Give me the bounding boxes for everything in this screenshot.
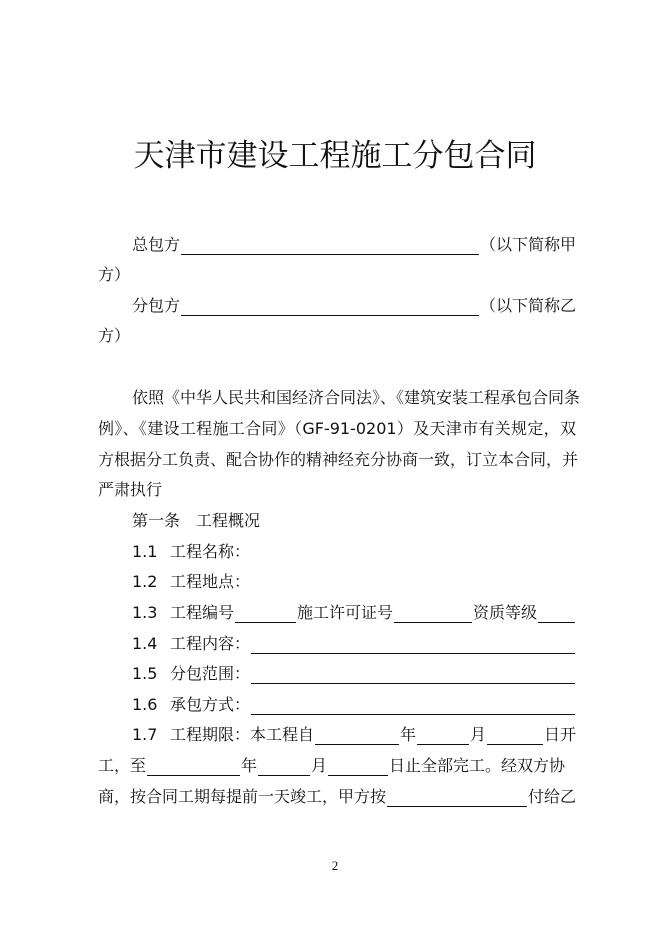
subcontractor-label: 分包方: [132, 296, 181, 315]
project-content-blank[interactable]: [251, 632, 575, 654]
end-year-blank[interactable]: [147, 754, 240, 776]
permit-number-blank[interactable]: [394, 601, 472, 623]
permit-number-label: 施工许可证号: [297, 603, 394, 622]
general-contractor-blank[interactable]: [181, 233, 479, 255]
item-1-4: [98, 628, 576, 659]
project-content-label: 工程内容：: [170, 634, 251, 653]
project-period-label: 工程期限：本工程自: [170, 725, 315, 744]
end-month-blank[interactable]: [258, 754, 310, 776]
general-contractor-label: 总包方: [132, 235, 181, 254]
year-label: 年: [241, 756, 258, 775]
month-label: 月: [470, 725, 487, 744]
subcontractor-wrap: 方）: [98, 326, 131, 345]
completion-text: 日止全部完工。经双方协: [389, 756, 566, 775]
item-1-6: [98, 689, 576, 720]
completion-prefix: 工，至: [98, 756, 147, 775]
document-title: 天津市建设工程施工分包合同: [133, 138, 537, 174]
start-year-blank[interactable]: [315, 723, 399, 745]
subcontract-scope-label: 分包范围：: [170, 664, 251, 683]
qualification-grade-label: 资质等级: [473, 603, 538, 622]
project-code-label: 工程编号: [170, 603, 235, 622]
item-1-7-line-3: [98, 781, 576, 812]
preamble-line-2: 例》、《建设工程施工合同》（GF-91-0201）及天津市有关规定，双: [98, 419, 576, 438]
start-day-label: 日开: [543, 725, 576, 744]
subcontract-scope-blank[interactable]: [251, 662, 575, 684]
subcontractor-blank[interactable]: [181, 294, 479, 316]
general-contractor-suffix: （以下简称甲: [479, 235, 576, 254]
item-1-1: [98, 536, 576, 567]
preamble-line-1: 依照《中华人民共和国经济合同法》、《建筑安装工程承包合同条: [132, 388, 581, 407]
item-1-3: [98, 597, 576, 628]
page-number: 2: [331, 858, 339, 873]
item-1-5: [98, 658, 576, 689]
qualification-grade-blank[interactable]: [538, 601, 575, 623]
item-number: 1.1: [132, 542, 158, 561]
item-number: 1.7: [132, 725, 158, 744]
contract-mode-label: 承包方式：: [170, 695, 251, 714]
item-number: 1.4: [132, 634, 158, 653]
subcontractor-line: [98, 290, 576, 321]
bonus-clause-suffix: 付给乙: [527, 787, 576, 806]
general-contractor-line: [98, 229, 576, 260]
project-code-blank[interactable]: [235, 601, 296, 623]
subcontractor-suffix: （以下简称乙: [479, 296, 576, 315]
project-location-label: 工程地点：: [170, 572, 251, 591]
article-1-heading: 第一条 工程概况: [132, 511, 261, 530]
item-1-2: [98, 566, 576, 597]
month-label: 月: [311, 756, 328, 775]
item-1-7-line-2: [98, 750, 576, 781]
preamble-line-3: 方根据分工负责、配合协作的精神经充分协商一致，订立本合同，并: [98, 450, 579, 469]
bonus-clause-text: 商，按合同工期每提前一天竣工，甲方按: [98, 787, 387, 806]
item-number: 1.3: [132, 603, 158, 622]
item-number: 1.5: [132, 664, 158, 683]
start-day-blank[interactable]: [487, 723, 543, 745]
general-contractor-wrap: 方）: [98, 265, 131, 284]
preamble-line-4: 严肃执行: [98, 480, 163, 499]
item-number: 1.2: [132, 572, 158, 591]
project-name-label: 工程名称：: [170, 542, 251, 561]
item-1-7: [98, 719, 576, 750]
year-label: 年: [400, 725, 417, 744]
contract-mode-blank[interactable]: [251, 693, 575, 715]
start-month-blank[interactable]: [417, 723, 469, 745]
end-day-blank[interactable]: [328, 754, 388, 776]
bonus-amount-blank[interactable]: [387, 785, 527, 807]
item-number: 1.6: [132, 695, 158, 714]
